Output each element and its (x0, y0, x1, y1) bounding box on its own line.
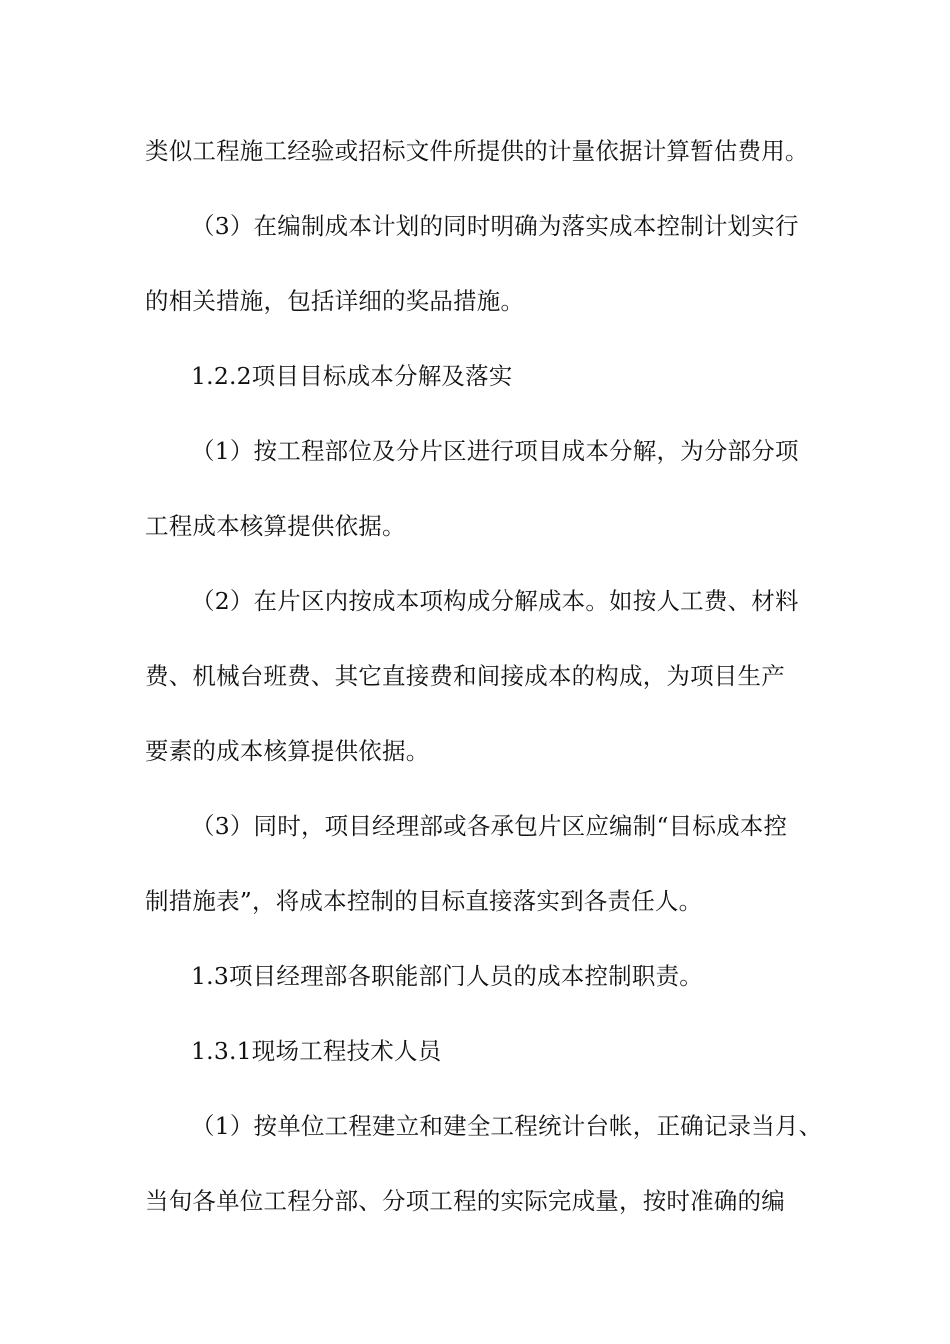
body-text-line: 制措施表”，将成本控制的目标直接落实到各责任人。 (145, 887, 703, 915)
paragraph-line: （3）在编制成本计划的同时明确为落实成本控制计划实行 (191, 212, 799, 240)
body-text-line: 当旬各单位工程分部、分项工程的实际完成量，按时准确的编 (145, 1187, 785, 1215)
body-text-line: 的相关措施，包括详细的奖品措施。 (145, 287, 525, 315)
paragraph-line: （1）按单位工程建立和建全工程统计台帐，正确记录当月、 (191, 1112, 823, 1140)
subsection-heading: 1.3.1现场工程技术人员 (191, 1037, 442, 1065)
body-text-line: 费、机械台班费、其它直接费和间接成本的构成，为项目生产 (145, 662, 785, 690)
body-text-line: 工程成本核算提供依据。 (145, 512, 406, 540)
paragraph-line: （1）按工程部位及分片区进行项目成本分解，为分部分项 (191, 437, 799, 465)
paragraph-line: （2）在片区内按成本项构成分解成本。如按人工费、材料 (191, 587, 799, 615)
body-text-line: 类似工程施工经验或招标文件所提供的计量依据计算暂估费用。 (145, 137, 809, 165)
paragraph-line: （3）同时，项目经理部或各承包片区应编制“目标成本控 (191, 812, 788, 840)
section-heading: 1.2.2项目目标成本分解及落实 (191, 362, 513, 390)
section-heading: 1.3项目经理部各职能部门人员的成本控制职责。 (191, 962, 703, 990)
body-text-line: 要素的成本核算提供依据。 (145, 737, 430, 765)
